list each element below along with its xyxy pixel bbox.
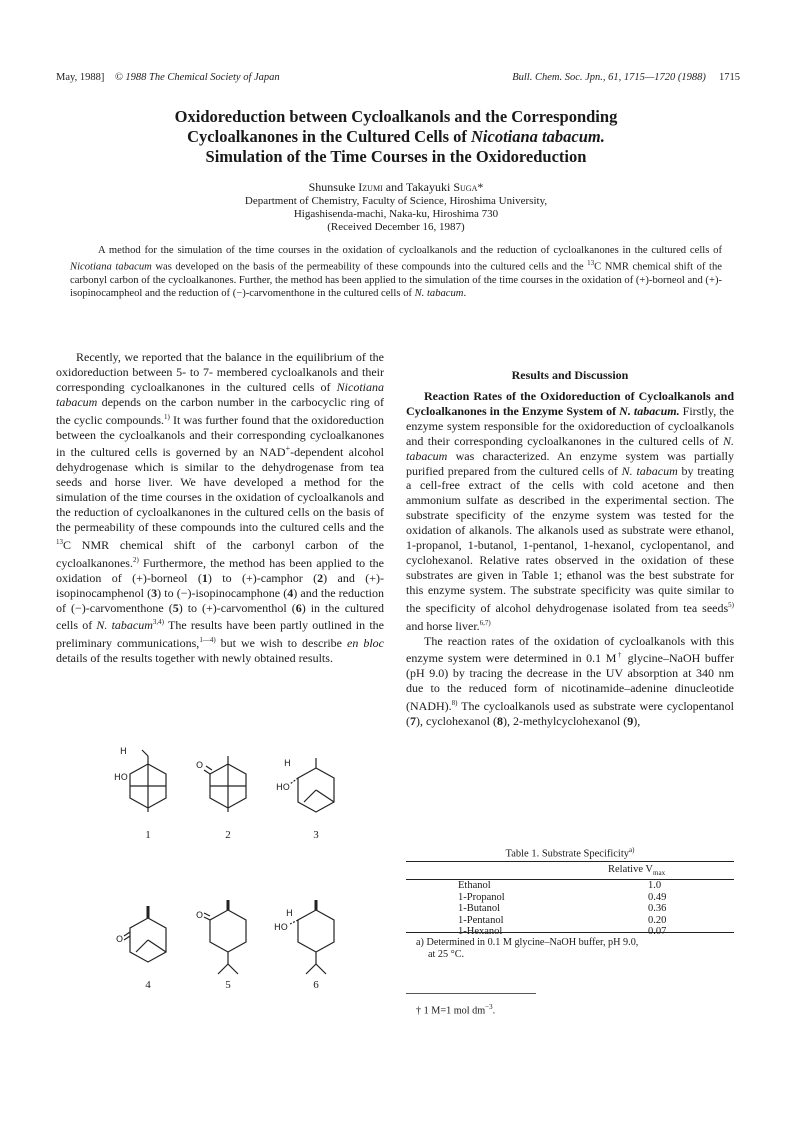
abstract-sup-13: 13 [587,259,595,268]
structure-5-carvomenthone [204,900,246,974]
abstract-text-3: C NMR chemical shift of the carbonyl carbon of the cycloalkanones. Further, the method has been applied to the simulation of the time courses in the oxidation of (+)-borneol and (+)-isopinocampheol and the reduction of (−)-carvomenthone in the cultured cells of [70,261,722,300]
structure-1-borneol [130,750,166,812]
ref-8: 8) [451,699,458,708]
subheading-species: N. tabacum. [619,403,680,418]
corresponding-star: * [477,180,484,194]
footnote-sup: −3 [485,1003,493,1011]
abstract-species-name: tabacum [426,288,464,300]
struct6-h: H [286,909,293,919]
ref-2: 2) [132,555,139,564]
page-footnote [416,1003,495,1016]
author-and: and [382,180,406,194]
dagger-mark: † [616,651,624,660]
introduction-paragraph [56,350,384,666]
intro-text-1: Recently, we reported that the balance in the equilibrium of the oxidoreduction between 5- to 7- membered cycloalkanols and their corresponding cycloalkanones in the cultured cells of [56,350,384,394]
table-cell-substrate: 1-Butanol [458,903,500,915]
abstract-species-abbr: N. [414,288,425,300]
intro-text-7: ) to (+)-camphor ( [207,570,318,585]
footnote-end: . [492,1005,496,1017]
abstract [70,244,722,300]
substrate-specificity-table [406,861,734,942]
struct1-ho: HO [114,773,128,783]
structure-label-2: 2 [225,829,231,841]
header-copyright: © 1988 The Chemical Society of Japan [114,72,280,83]
intro-species: Nicotiana tabacum [56,379,384,409]
intro-text-10: ) and the reduction of (−)-carvomenthone ( [56,585,384,615]
struct4-o: O [116,935,124,945]
results-text-2: was characterized. An enzyme system was partially purified prepared from the cultured cells of [406,448,734,478]
vmax-label: Relative V [608,864,654,875]
title-line-2 [60,127,732,147]
results-text-10: ), [633,714,641,729]
compound-6: 6 [295,600,302,615]
intro-species-2: N. tabacum [96,618,153,633]
intro-text-5: C NMR chemical shift of the carbonyl carbon of the cycloalkanones. [56,537,384,570]
structure-4-isopinocamphone [124,906,166,962]
header-date: May, 1988] [56,72,105,83]
article-title [60,107,732,167]
table-cell-relative-vmax: 0.20 [648,914,667,926]
author-1-first: Shunsuke [308,180,359,194]
structure-6-carvomenthol [290,900,334,974]
footnote-rule [406,993,536,994]
compound-5: 5 [172,600,179,615]
results-text-7: The cycloalkanols used as substrate were cyclopentanol ( [406,699,734,729]
table-cell-relative-vmax: 1.0 [648,880,662,892]
received-date: (Received December 16, 1987) [327,221,465,234]
intro-text-6: Furthermore, the method has been applied to the oxidation of (+)-borneol ( [56,555,384,585]
compound-4: 4 [287,585,294,600]
compound-7: 7 [410,714,416,729]
results-text-5: The reaction rates of the oxidation of cycloalkanols with this enzyme system were determined in 0.1 M [406,633,734,666]
title-line-1: Oxidoreduction between Cycloalkanols and the Corresponding [174,107,618,126]
struct3-h: H [284,759,291,769]
table-cell-relative-vmax: 0.36 [648,903,667,915]
compound-3: 3 [151,585,158,600]
sup-13: 13 [56,537,63,546]
authors [60,180,732,194]
compound-1: 1 [201,570,208,585]
table-row [406,915,734,927]
compound-8: 8 [496,714,503,729]
table-cell-substrate: Ethanol [458,880,491,892]
table-row [406,892,734,904]
author-2-last-cap: S [453,180,461,194]
table-cell-relative-vmax: 0.49 [648,891,667,903]
author-1-last-cap: I [358,180,363,194]
results-text-3: by treating a cell-free extract of the cells with cold acetone and then ammonium sulfate as described in the experimental section. The substrate specificity of the enzyme system was tested for the oxidation of alkanols. The alkanols used as substrate were ethanol, 1-propanol, 1-butanol, 1-pentanol, 1-hexanol, cyclopentanol, and cyclohexanol. Relative rates observed in the oxidation of these substrates are given in Table 1; ethanol was the best substrate for this enzyme system. The substrate specificity was quite similar to the specificity of alcohol dehydrogenase isolated from tea seeds [406,463,734,615]
author-1-last: zumi [362,180,383,194]
ref-1: 1) [163,412,170,421]
intro-text-9: ) to (−)-isopinocamphone ( [157,585,288,600]
sup-plus: + [285,444,291,454]
table-cell-substrate: 1-Hexanol [458,926,503,938]
table-caption-text: Table 1. Substrate Specificity [505,848,630,860]
abstract-species: Nicotiana tabacum [70,261,152,273]
intro-text-3: It was further found that the oxidoreduction between the cycloalkanols and their corresponding cycloalkanones in the cultured cells is governed by an NAD [56,412,384,460]
compound-9: 9 [627,714,634,729]
table-cell-relative-vmax: 0.07 [648,926,667,938]
results-paragraph-2 [406,634,734,729]
table-header-row [406,862,734,880]
running-header-right [428,72,740,83]
intro-text-2: depends on the carbon number in the carbocyclic ring of the cyclic compounds. [56,394,384,427]
table-header-empty [406,862,608,880]
results-text-1: Firstly, the enzyme system responsible for the oxidoreduction of cycloalkanols and their corresponding cycloalkanones in the cultured cells of [406,403,734,448]
table-footnote [406,932,734,962]
results-text-8: ), cyclohexanol ( [416,714,497,729]
structure-2-camphor [204,756,246,812]
table-header-relative-vmax [608,862,734,880]
affiliation [60,195,732,235]
structure-label-6: 6 [313,979,319,991]
ref-5: 5) [728,600,734,609]
page-number: 1715 [719,72,740,83]
affiliation-line-2: Higashisenda-machi, Naka-ku, Hiroshima 730 [293,208,499,221]
title-line-3: Simulation of the Time Courses in the Oxidoreduction [205,147,587,166]
vmax-sub: max [653,869,666,878]
author-2-first: Takayuki [405,180,454,194]
table-row [406,880,734,892]
ref-1-4: 1—4) [199,636,216,645]
en-bloc: en bloc [347,636,384,651]
ref-6-7: 6,7) [479,618,491,627]
results-text [406,389,734,729]
results-text-6: glycine–NaOH buffer (pH 9.0) by tracing the decrease in the UV absorption at 340 nm due to the reduced form of nicotinamide–adenine dinucleotide (NADH). [406,651,734,714]
table-cell-substrate: 1-Propanol [458,891,505,903]
footnote-dagger: † [416,1005,422,1017]
table-caption [406,846,734,860]
structure-3-isopinocampheol [290,758,334,812]
table-footnote-line-2: at 25 °C. [428,949,465,961]
abstract-end: . [463,288,467,300]
structure-label-3: 3 [313,829,319,841]
table-row [406,903,734,915]
structure-label-4: 4 [145,979,151,991]
abstract-text-2: was developed on the basis of the permeability of these compounds into the cultured cells and the [151,261,588,273]
intro-text-14: but we wish to describe [215,636,347,651]
title-species: Nicotiana tabacum. [471,127,605,146]
section-heading-results: Results and Discussion [511,368,629,382]
header-citation: Bull. Chem. Soc. Jpn., 61, 1715—1720 (1988) [512,72,706,83]
intro-text-12: ) in the cultured cells of [56,600,385,633]
intro-text-15: details of the results together with newly obtained results. [56,651,333,666]
struct1-h: H [120,747,127,757]
intro-text-4: -dependent alcohol dehydrogenase which is similar to the dehydrogenase from tea seeds and horse liver. We have developed a method for the simulation of the time courses in the oxidation of cycloalkanols and the reduction of cycloalkanones in the cultured cells on the basis of the permeability of these compounds into the cultured cells and the [56,445,384,534]
results-paragraph-1 [406,389,734,634]
intro-text-11: ) to (+)-carvomenthol ( [178,600,296,615]
table-caption-sup: a) [629,846,635,854]
affiliation-line-1: Department of Chemistry, Faculty of Science, Hiroshima University, [244,195,548,207]
struct3-ho: HO [276,783,290,793]
structure-label-5: 5 [225,979,231,991]
struct2-o: O [196,761,204,771]
running-header-left [56,72,280,83]
results-species-2: N. tabacum [621,463,678,478]
compound-2: 2 [317,570,324,585]
struct5-o: O [196,911,204,921]
table-footnote-line-1: a) Determined in 0.1 M glycine–NaOH buffer, pH 9.0, [416,937,639,948]
results-text-4: and horse liver. [406,618,480,633]
subheading-reaction-rates: Reaction Rates of the Oxidoreduction of Cycloalkanols and Cycloalkanones in the Enzyme System of [406,389,734,418]
results-text-9: ), 2-methylcyclohexanol ( [502,714,628,729]
structure-label-1: 1 [145,829,151,841]
struct6-ho: HO [274,923,288,933]
chemical-structures-figure [100,740,360,1000]
intro-text-8: ) and (+)-isopinocamphenol ( [56,570,384,600]
footnote-text: 1 M=1 mol dm [421,1005,486,1017]
table-cell-substrate: 1-Pentanol [458,914,504,926]
results-species-1: N. tabacum [406,433,734,463]
abstract-text-1: A method for the simulation of the time courses in the oxidation of cycloalkanols and the reduction of cycloalkanones in the cultured cells of [98,245,722,256]
author-2-last: uga [460,180,478,194]
intro-text-13: The results have been partly outlined in the preliminary communications, [56,618,384,651]
title-line-2a: Cycloalkanones in the Cultured Cells of [187,127,472,146]
ref-3-4: 3,4) [152,618,165,627]
